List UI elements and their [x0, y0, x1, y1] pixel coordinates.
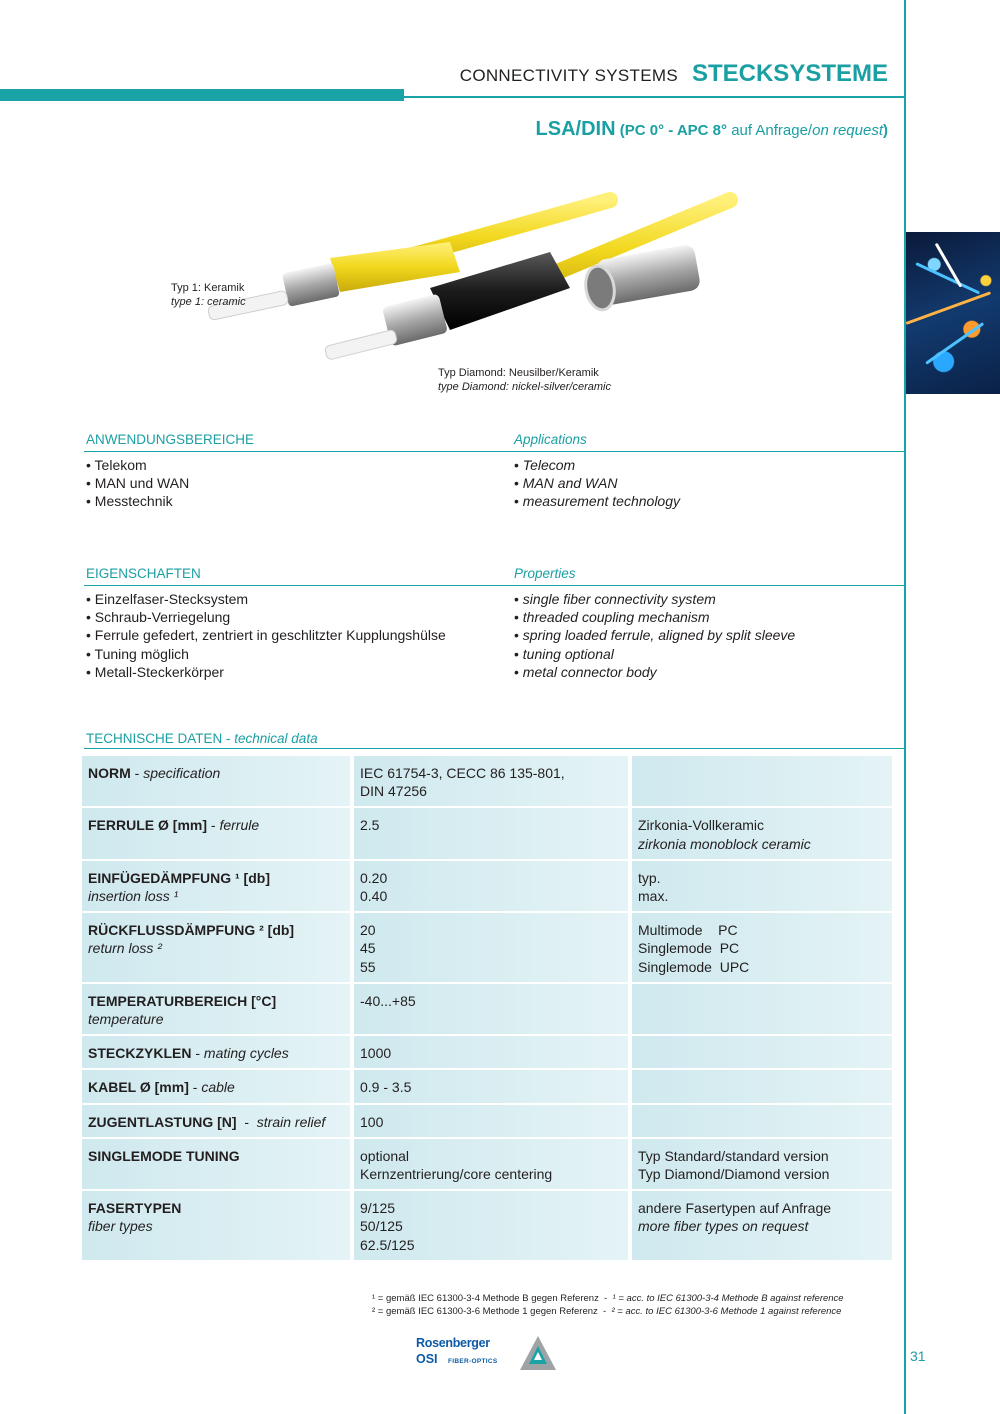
spec-value: 20 — [360, 922, 376, 939]
list-item: • Tuning möglich — [86, 645, 446, 663]
list-item: • metal connector body — [514, 663, 795, 681]
spec-subtitle-line — [88, 887, 344, 905]
caption-type1-de: Typ 1: Keramik — [171, 282, 245, 294]
spec-subtitle: fiber types — [88, 1218, 153, 1235]
spec-value: 62.5/125 — [360, 1236, 415, 1253]
properties-list-de — [86, 590, 446, 681]
spec-subtitle: return loss ² — [88, 940, 162, 957]
yellow-boot-1 — [330, 242, 460, 292]
footnote-1-en: ¹ = acc. to IEC 61300-3-4 Methode B against reference — [612, 1293, 844, 1304]
table-row — [82, 861, 896, 911]
spec-value-cell — [354, 1036, 628, 1068]
spec-subtitle: insertion loss ¹ — [88, 888, 179, 905]
applications-heading-en: Applications — [514, 432, 587, 447]
product-paren-open: ( — [619, 122, 625, 139]
spec-note: zirkonia monoblock ceramic — [638, 835, 811, 852]
spec-subtitle-line — [88, 939, 344, 957]
technical-heading-sep: - — [222, 731, 235, 746]
spec-note-cell — [632, 1139, 892, 1189]
spec-label-cell — [82, 756, 350, 806]
spec-subtitle: strain relief — [256, 1113, 326, 1130]
spec-note: Singlemode PC — [638, 940, 740, 957]
list-item: • Einzelfaser-Stecksystem — [86, 590, 446, 608]
spec-note: Multimode PC — [638, 922, 738, 939]
spec-value: 45 — [360, 940, 376, 957]
section-title-de: STECKSYSTEME — [691, 60, 888, 87]
spec-value: 50/125 — [360, 1218, 403, 1235]
spec-value: IEC 61754-3, CECC 86 135-801, — [360, 765, 565, 781]
spec-value: DIN 47256 — [360, 783, 427, 800]
applications-list-en — [514, 456, 680, 511]
spec-label-cell — [82, 861, 350, 911]
footnote-2-de: ² = gemäß IEC 61300-3-6 Methode 1 gegen Referenz - — [372, 1306, 612, 1317]
spec-title: STECKZYKLEN — [88, 1045, 192, 1062]
spec-label-cell — [82, 1036, 350, 1068]
connector-photo — [190, 180, 750, 380]
list-item: • MAN und WAN — [86, 474, 189, 492]
spec-title-line — [88, 1113, 344, 1131]
list-item: • Messtechnik — [86, 492, 189, 510]
table-row — [82, 1139, 896, 1189]
technical-heading-en: technical data — [234, 731, 318, 746]
spec-note: max. — [638, 888, 669, 905]
spec-note-cell — [632, 1036, 892, 1068]
spec-note-cell — [632, 913, 892, 982]
product-request-en: on request — [812, 122, 883, 139]
spec-value: 0.9 - 3.5 — [360, 1079, 412, 1096]
list-item: • measurement technology — [514, 492, 680, 510]
spec-title-line — [88, 921, 344, 939]
spec-subtitle: ferrule — [219, 817, 260, 834]
spec-label-cell — [82, 808, 350, 858]
header-bar — [0, 89, 404, 101]
caption-diamond — [438, 366, 611, 394]
product-variants: PC 0° - APC 8° — [624, 122, 728, 139]
spec-note-cell — [632, 1191, 892, 1260]
spec-title-line — [88, 764, 344, 782]
list-item: • Schraub-Verriegelung — [86, 608, 446, 626]
properties-heading-en: Properties — [514, 566, 576, 581]
footnotes — [372, 1292, 844, 1318]
spec-note: Zirkonia-Vollkeramic — [638, 817, 765, 834]
spec-value-cell — [354, 913, 628, 982]
list-item: • Metall-Steckerkörper — [86, 663, 446, 681]
spec-note: more fiber types on request — [638, 1218, 809, 1235]
table-row — [82, 1105, 896, 1137]
spec-title-line — [88, 869, 344, 887]
spec-title-line — [88, 992, 344, 1010]
spec-value-cell — [354, 861, 628, 911]
spec-label-cell — [82, 1105, 350, 1137]
spec-value-cell — [354, 756, 628, 806]
spec-note-cell — [632, 861, 892, 911]
spec-title-sep: - — [130, 765, 144, 781]
spec-value-cell — [354, 1139, 628, 1189]
properties-heading-de: EIGENSCHAFTEN — [86, 566, 201, 581]
spec-value: 9/125 — [360, 1200, 396, 1217]
footnote-1-de: ¹ = gemäß IEC 61300-3-4 Methode B gegen Referenz - — [372, 1293, 613, 1304]
table-row — [82, 1036, 896, 1068]
spec-title: SINGLEMODE TUNING — [88, 1147, 240, 1164]
spec-title: NORM — [88, 765, 131, 781]
list-item: • threaded coupling mechanism — [514, 608, 795, 626]
spec-subtitle: mating cycles — [203, 1045, 289, 1062]
spec-value-cell — [354, 984, 628, 1034]
spec-note-cell — [632, 984, 892, 1034]
spec-note: Singlemode UPC — [638, 958, 750, 975]
footnote-2-en: ² = acc. to IEC 61300-3-6 Methode 1 against reference — [611, 1306, 842, 1317]
spec-value: 2.5 — [360, 817, 380, 834]
spec-value-cell — [354, 1105, 628, 1137]
caption-diamond-en: type Diamond: nickel-silver/ceramic — [438, 381, 611, 393]
spec-title-line — [88, 1199, 344, 1217]
spec-note-cell — [632, 756, 892, 806]
spec-label-cell — [82, 1139, 350, 1189]
spec-note: Typ Diamond/Diamond version — [638, 1166, 830, 1183]
spec-title-line — [88, 816, 344, 834]
technical-data-table — [82, 756, 896, 1262]
spec-value: -40...+85 — [360, 992, 416, 1009]
spec-value: Kernzentrierung/core centering — [360, 1166, 553, 1183]
spec-title-sep: - — [191, 1045, 204, 1062]
spec-title-sep: - — [236, 1113, 257, 1130]
ferrule-2 — [324, 329, 397, 360]
spec-title: TEMPERATURBEREICH [°C] — [88, 992, 277, 1009]
spec-note-cell — [632, 1070, 892, 1102]
logo-mark-icon — [518, 1334, 558, 1374]
spec-value: optional — [360, 1147, 410, 1164]
spec-subtitle: specification — [143, 765, 221, 781]
list-item: • tuning optional — [514, 645, 795, 663]
spec-label-cell — [82, 1070, 350, 1102]
list-item: • Telecom — [514, 456, 680, 474]
spec-note-cell — [632, 1105, 892, 1137]
header-rule — [404, 96, 906, 98]
spec-title: EINFÜGEDÄMPFUNG ¹ [db] — [88, 869, 270, 886]
spec-subtitle: temperature — [88, 1011, 164, 1028]
table-row — [82, 1070, 896, 1102]
footnote-2 — [372, 1305, 844, 1318]
spec-label-cell — [82, 913, 350, 982]
spec-note: andere Fasertypen auf Anfrage — [638, 1200, 832, 1217]
table-row — [82, 984, 896, 1034]
page-header — [460, 60, 888, 88]
spec-note: Typ Standard/standard version — [638, 1147, 829, 1164]
spec-title-sep: - — [188, 1079, 202, 1096]
list-item: • single fiber connectivity system — [514, 590, 795, 608]
properties-list-en — [514, 590, 795, 681]
properties-rule — [84, 585, 906, 586]
logo-line-1: Rosenberger — [416, 1336, 490, 1350]
table-row — [82, 913, 896, 982]
spec-note: typ. — [638, 869, 661, 886]
list-item: • spring loaded ferrule, aligned by split sleeve — [514, 626, 795, 644]
spec-label-cell — [82, 984, 350, 1034]
technical-heading — [86, 731, 318, 746]
applications-heading-de: ANWENDUNGSBEREICHE — [86, 432, 255, 447]
spec-subtitle: cable — [201, 1079, 235, 1096]
list-item: • Telekom — [86, 456, 189, 474]
spec-title-line — [88, 1078, 344, 1096]
spec-value: 0.20 — [360, 869, 388, 886]
technical-heading-de: TECHNISCHE DATEN — [86, 731, 223, 746]
product-name: LSA/DIN — [535, 118, 616, 140]
spec-title: ZUGENTLASTUNG [N] — [88, 1113, 237, 1130]
spec-title: FASERTYPEN — [88, 1200, 182, 1217]
caption-type1 — [171, 281, 246, 309]
spec-note-cell — [632, 808, 892, 858]
logo-line-3: FIBER-OPTICS — [448, 1358, 498, 1365]
footnote-1 — [372, 1292, 844, 1305]
table-row — [82, 1191, 896, 1260]
fiber-optics-thumbnail — [906, 232, 1000, 394]
spec-value: 100 — [360, 1113, 384, 1130]
product-paren-close: ) — [883, 122, 888, 139]
applications-rule — [84, 451, 906, 452]
spec-value: 55 — [360, 958, 376, 975]
technical-rule — [84, 748, 906, 749]
spec-title: KABEL Ø [mm] — [88, 1079, 189, 1096]
margin-rule — [904, 0, 906, 1414]
spec-title-line — [88, 1044, 344, 1062]
spec-value-cell — [354, 808, 628, 858]
metal-nut-1 — [282, 263, 340, 307]
spec-title-sep: - — [207, 817, 220, 834]
list-item: • Ferrule gefedert, zentriert in geschlitzter Kupplungshülse — [86, 626, 446, 644]
spec-subtitle-line — [88, 1010, 344, 1028]
section-title-en: CONNECTIVITY SYSTEMS — [459, 66, 678, 85]
spec-value: 1000 — [360, 1045, 392, 1062]
spec-subtitle-line — [88, 1217, 344, 1235]
spec-title: FERRULE Ø [mm] — [88, 817, 207, 834]
table-row — [82, 808, 896, 858]
caption-diamond-de: Typ Diamond: Neusilber/Keramik — [438, 367, 599, 379]
logo-line-2: OSI — [416, 1352, 438, 1366]
product-title — [536, 118, 888, 141]
list-item: • MAN and WAN — [514, 474, 680, 492]
table-row — [82, 756, 896, 806]
spec-title: RÜCKFLUSSDÄMPFUNG ² [db] — [88, 922, 295, 939]
spec-title-line — [88, 1147, 344, 1165]
page-number: 31 — [910, 1348, 926, 1364]
spec-value-cell — [354, 1191, 628, 1260]
spec-value-cell — [354, 1070, 628, 1102]
rosenberger-logo — [416, 1334, 558, 1374]
spec-value: 0.40 — [360, 888, 388, 905]
spec-label-cell — [82, 1191, 350, 1260]
caption-type1-en: type 1: ceramic — [171, 296, 246, 308]
product-request-de: auf Anfrage/ — [727, 122, 813, 139]
applications-list-de — [86, 456, 189, 511]
